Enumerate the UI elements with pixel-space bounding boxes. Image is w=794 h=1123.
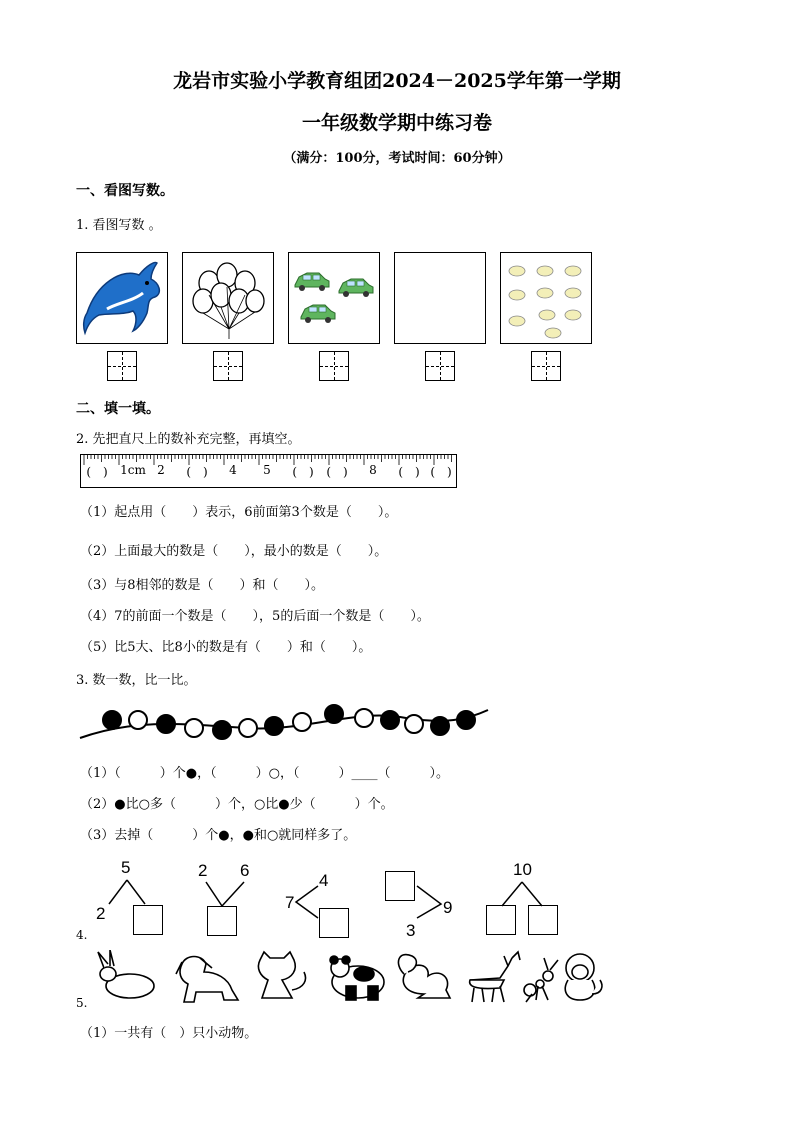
ruler-label: 1cm [120, 463, 146, 477]
bond-lines [415, 884, 445, 924]
balloons-icon [183, 253, 273, 343]
filled-bead [431, 717, 449, 735]
open-bead [405, 715, 423, 733]
rabbit-icon [98, 950, 154, 998]
ruler-label: ( ) [326, 465, 348, 479]
question-2: 2. 先把直尺上的数补充完整，再填空。 [76, 432, 301, 447]
deer-icon [470, 952, 520, 1002]
filled-bead [157, 715, 175, 733]
bird-icon [501, 253, 591, 343]
q3-sub-2: （2）●比○多（ ）个，○比●少（ ）个。 [80, 797, 394, 812]
question-4: 4. [76, 928, 88, 942]
q3-sub-1: （1）（ ）个●，（ ）○，（ ）____（ ）。 [80, 766, 449, 781]
question-1: 1. 看图写数 。 [76, 218, 162, 233]
bond-number: 10 [513, 860, 532, 879]
bond-lines [105, 878, 165, 908]
open-bead [355, 709, 373, 727]
bond-number: 4 [319, 871, 329, 890]
dolphin-picture [76, 252, 168, 344]
bond-number: 5 [121, 858, 131, 877]
bond-answer-box[interactable] [486, 905, 516, 935]
bond-number: 2 [198, 861, 208, 880]
q2-sub-2: （2）上面最大的数是（ ），最小的数是（ ）。 [80, 544, 388, 559]
empty-picture [394, 252, 486, 344]
filled-bead [457, 711, 475, 729]
bead-string [76, 698, 496, 748]
bond-number: 9 [443, 898, 453, 917]
bond-number: 6 [240, 861, 250, 880]
panda-icon [330, 956, 384, 1000]
section-heading-1: 一、看图写数。 [76, 183, 174, 199]
bond-answer-box[interactable] [385, 871, 415, 901]
q5-sub-1: （1）一共有（ ）只小动物。 [80, 1026, 258, 1041]
bond-lines [200, 880, 250, 908]
q2-sub-5: （5）比5大、比8小的数是有（ ）和（ ）。 [80, 640, 372, 655]
ruler-label: ( ) [430, 465, 452, 479]
bond-answer-box[interactable] [133, 905, 163, 935]
answer-box-1[interactable] [107, 351, 137, 381]
dolphin-icon [77, 253, 167, 343]
bond-answer-box[interactable] [207, 906, 237, 936]
answer-box-3[interactable] [319, 351, 349, 381]
ruler-label: 8 [369, 463, 377, 477]
cars-picture [288, 252, 380, 344]
squirrel-icon [398, 955, 450, 998]
bond-number: 2 [96, 904, 106, 923]
q2-sub-3: （3）与8相邻的数是（ ）和（ ）。 [80, 578, 325, 593]
bond-lines [498, 880, 548, 908]
bond-number: 3 [406, 921, 416, 940]
animals-row [94, 950, 614, 1010]
bond-answer-box[interactable] [319, 908, 349, 938]
page-title: 龙岩市实验小学教育组团2024－2025学年第一学期 [173, 70, 621, 92]
ant-icon [524, 958, 558, 1002]
answer-box-4[interactable] [425, 351, 455, 381]
monkey-icon [565, 954, 602, 1000]
answer-box-5[interactable] [531, 351, 561, 381]
open-bead [293, 713, 311, 731]
open-bead [129, 711, 147, 729]
q3-sub-3: （3）去掉（ ）个●，●和○就同样多了。 [80, 828, 357, 843]
question-3: 3. 数一数，比一比。 [76, 673, 197, 688]
birds-picture [500, 252, 592, 344]
filled-bead [103, 711, 121, 729]
ruler [80, 454, 457, 488]
ruler-label: ( ) [186, 465, 208, 479]
question-5: 5. [76, 996, 88, 1010]
q2-sub-4: （4）7的前面一个数是（ ），5的后面一个数是（ ）。 [80, 609, 430, 624]
section-heading-2: 二、填一填。 [76, 401, 160, 417]
filled-bead [325, 705, 343, 723]
ruler-label: 2 [157, 463, 165, 477]
ruler-label: ( ) [292, 465, 314, 479]
q2-sub-1: （1）起点用（ ）表示，6前面第3个数是（ ）。 [80, 505, 398, 520]
balloons-picture [182, 252, 274, 344]
car-icon [289, 253, 379, 343]
ruler-label: 5 [263, 463, 271, 477]
ruler-label: ( ) [398, 465, 420, 479]
ruler-label: ( ) [86, 465, 108, 479]
page-subtitle: 一年级数学期中练习卷 [301, 112, 492, 134]
cat-icon [258, 952, 305, 998]
filled-bead [265, 717, 283, 735]
bond-answer-box[interactable] [528, 905, 558, 935]
filled-bead [213, 721, 231, 739]
answer-box-2[interactable] [213, 351, 243, 381]
bond-number: 7 [285, 893, 295, 912]
score-note: （满分：100分，考试时间：60分钟） [283, 151, 511, 166]
dog-icon [176, 957, 238, 1003]
open-bead [239, 719, 257, 737]
ruler-label: 4 [229, 463, 237, 477]
open-bead [185, 719, 203, 737]
filled-bead [381, 711, 399, 729]
